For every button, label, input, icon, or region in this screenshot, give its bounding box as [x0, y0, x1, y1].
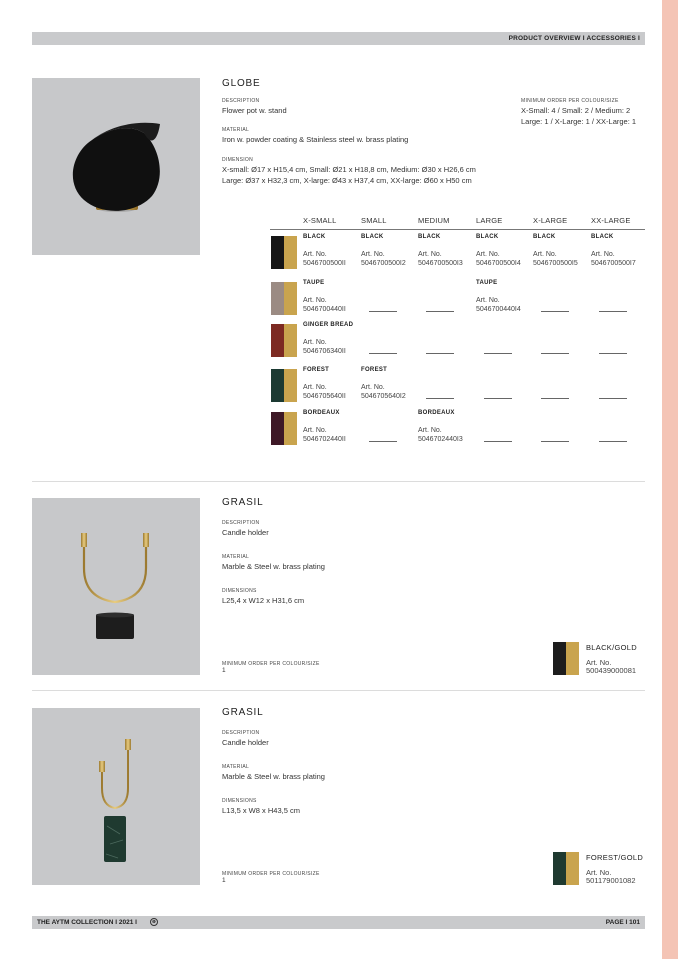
dimensions-label: DIMENSIONS — [222, 588, 257, 594]
color-swatch — [271, 369, 297, 402]
variant-color-name: BLACK — [591, 234, 614, 240]
material-label: MATERIAL — [222, 127, 250, 133]
art-no-value: 5046702440I3 — [418, 435, 463, 443]
art-no-label: Art. No. — [361, 384, 385, 391]
product-name-globe: GLOBE — [222, 78, 261, 89]
art-no-value: 5046700500I7 — [591, 259, 636, 267]
table-header-rule — [270, 229, 645, 230]
variant-art-label: Art. No. — [586, 658, 612, 667]
art-no-value: 5046700500II — [303, 259, 346, 267]
product-name-grasil-1: GRASIL — [222, 497, 264, 508]
not-available-dash — [369, 311, 397, 312]
dimension-label: DIMENSION — [222, 157, 254, 163]
size-header-medium: MEDIUM — [418, 216, 450, 225]
page-number: PAGE I 101 — [605, 919, 640, 926]
variant-color-name: FOREST — [303, 367, 330, 373]
variant-color-name: BLACK — [533, 234, 556, 240]
grasil-black-product-photo — [32, 498, 200, 675]
section-divider — [32, 481, 645, 482]
min-order-label: MINIMUM ORDER PER COLOUR/SIZE — [521, 98, 619, 104]
color-swatch — [271, 282, 297, 315]
art-no-label: Art. No. — [418, 251, 442, 258]
art-no-label: Art. No. — [303, 339, 327, 346]
art-no-label: Art. No. — [303, 297, 327, 304]
description-value: Candle holder — [222, 528, 269, 537]
art-no-label: Art. No. — [303, 427, 327, 434]
size-header-x-small: X-SMALL — [303, 216, 337, 225]
variant-color-name: TAUPE — [476, 280, 498, 286]
variant-color-name: BLACK — [361, 234, 384, 240]
art-no-value: 5046700500I4 — [476, 259, 521, 267]
color-swatch — [271, 412, 297, 445]
min-order-line-1: X-Small: 4 / Small: 2 / Medium: 2 — [521, 106, 631, 115]
size-header-x-large: X-LARGE — [533, 216, 568, 225]
art-no-label: Art. No. — [418, 427, 442, 434]
dimension-line-1: X-small: Ø17 x H15,4 cm, Small: Ø21 x H18,8 cm, Medium: Ø30 x H26,6 cm — [222, 165, 476, 174]
min-order-value: 1 — [222, 877, 226, 884]
grasil-forest-product-photo — [32, 708, 200, 885]
variant-color: FOREST/GOLD — [586, 853, 644, 862]
not-available-dash — [599, 311, 627, 312]
min-order-line-2: Large: 1 / X-Large: 1 / XX-Large: 1 — [521, 117, 637, 126]
description-value: Candle holder — [222, 738, 269, 747]
art-no-value: 5046700440I4 — [476, 305, 521, 313]
not-available-dash — [541, 353, 569, 354]
variant-color-name: FOREST — [361, 367, 388, 373]
not-available-dash — [541, 441, 569, 442]
size-header-large: LARGE — [476, 216, 503, 225]
brand-logo-icon: ⊕ — [151, 919, 157, 925]
art-no-label: Art. No. — [476, 297, 500, 304]
variant-color-name: BLACK — [303, 234, 326, 240]
not-available-dash — [599, 398, 627, 399]
material-value: Iron w. powder coating & Stainless steel w. brass plating — [222, 135, 409, 144]
variant-art-number: 501179001082 — [586, 876, 636, 885]
variant-color-name: TAUPE — [303, 280, 325, 286]
variant-color-name: BLACK — [476, 234, 499, 240]
not-available-dash — [426, 398, 454, 399]
material-label: MATERIAL — [222, 554, 250, 560]
art-no-value: 5046705640II — [303, 392, 346, 400]
footer-bar — [32, 916, 645, 929]
art-no-value: 5046700500I3 — [418, 259, 463, 267]
not-available-dash — [369, 353, 397, 354]
material-value: Marble & Steel w. brass plating — [222, 772, 325, 781]
dimensions-value: L13,5 x W8 x H43,5 cm — [222, 806, 300, 815]
side-accent-strip — [662, 0, 678, 959]
header-bar — [32, 32, 645, 45]
art-no-value: 5046702440II — [303, 435, 346, 443]
art-no-label: Art. No. — [303, 384, 327, 391]
material-value: Marble & Steel w. brass plating — [222, 562, 325, 571]
black-gold-swatch — [553, 642, 579, 675]
dimensions-value: L25,4 x W12 x H31,6 cm — [222, 596, 305, 605]
description-value: Flower pot w. stand — [222, 106, 287, 115]
art-no-label: Art. No. — [476, 251, 500, 258]
min-order-value: 1 — [222, 667, 226, 674]
description-label: DESCRIPTION — [222, 98, 260, 104]
art-no-label: Art. No. — [591, 251, 615, 258]
footer-collection: THE AYTM COLLECTION I 2021 I — [37, 919, 137, 926]
not-available-dash — [599, 353, 627, 354]
color-swatch — [271, 324, 297, 357]
size-header-small: SMALL — [361, 216, 387, 225]
color-swatch — [271, 236, 297, 269]
not-available-dash — [484, 441, 512, 442]
section-divider — [32, 690, 645, 691]
variant-color-name: BLACK — [418, 234, 441, 240]
not-available-dash — [541, 398, 569, 399]
art-no-value: 5046706340II — [303, 347, 346, 355]
art-no-value: 5046700440II — [303, 305, 346, 313]
variant-art-label: Art. No. — [586, 868, 612, 877]
variant-color-name: GINGER BREAD — [303, 322, 354, 328]
not-available-dash — [541, 311, 569, 312]
globe-product-photo — [32, 78, 200, 255]
not-available-dash — [426, 353, 454, 354]
breadcrumb: PRODUCT OVERVIEW I ACCESSORIES I — [508, 35, 640, 42]
dimension-line-2: Large: Ø37 x H32,3 cm, X-large: Ø43 x H37,4 cm, XX-large: Ø60 x H50 cm — [222, 176, 472, 185]
description-label: DESCRIPTION — [222, 730, 260, 736]
not-available-dash — [599, 441, 627, 442]
variant-color-name: BORDEAUX — [303, 410, 340, 416]
art-no-value: 5046700500I5 — [533, 259, 578, 267]
not-available-dash — [369, 441, 397, 442]
min-order-label: MINIMUM ORDER PER COLOUR/SIZE — [222, 871, 320, 877]
size-header-xx-large: XX-LARGE — [591, 216, 631, 225]
product-name-grasil-2: GRASIL — [222, 707, 264, 718]
variant-art-number: 500439000081 — [586, 666, 637, 675]
material-label: MATERIAL — [222, 764, 250, 770]
variant-color-name: BORDEAUX — [418, 410, 455, 416]
art-no-value: 5046700500I2 — [361, 259, 406, 267]
not-available-dash — [484, 398, 512, 399]
not-available-dash — [426, 311, 454, 312]
art-no-value: 5046705640I2 — [361, 392, 406, 400]
art-no-label: Art. No. — [361, 251, 385, 258]
forest-gold-swatch — [553, 852, 579, 885]
variant-color: BLACK/GOLD — [586, 643, 637, 652]
art-no-label: Art. No. — [303, 251, 327, 258]
dimensions-label: DIMENSIONS — [222, 798, 257, 804]
not-available-dash — [484, 353, 512, 354]
description-label: DESCRIPTION — [222, 520, 260, 526]
min-order-label: MINIMUM ORDER PER COLOUR/SIZE — [222, 661, 320, 667]
art-no-label: Art. No. — [533, 251, 557, 258]
